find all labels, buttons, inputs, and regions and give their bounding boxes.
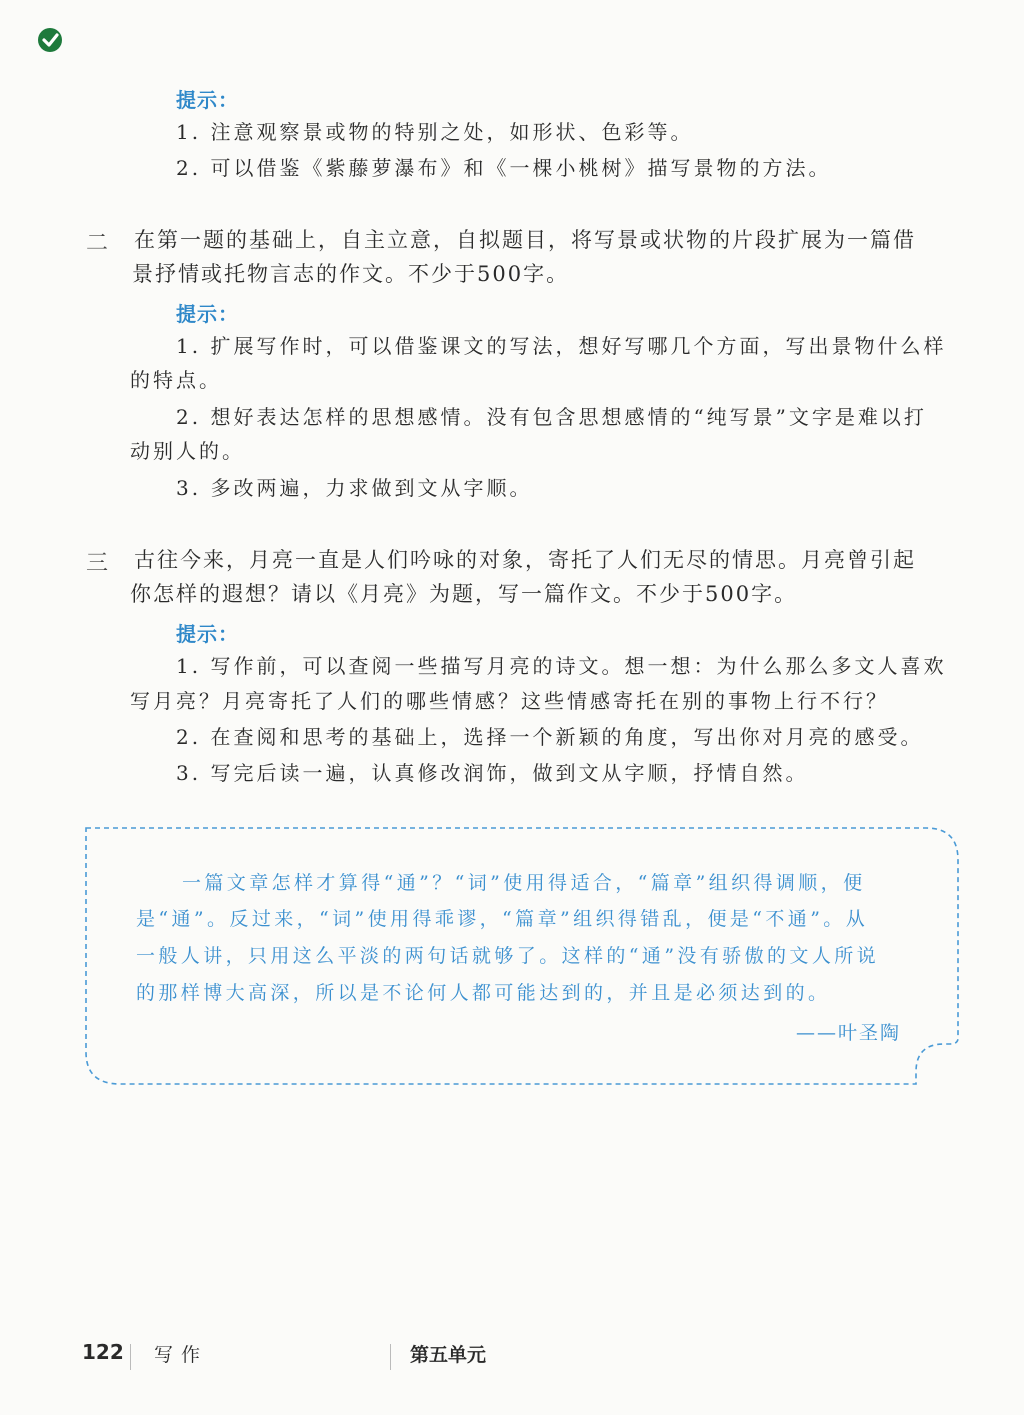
task3-hint-label: 提示：: [176, 622, 239, 646]
task2-prompt-line-1: 在第一题的基础上，自主立意，自拟题目，将写景或状物的片段扩展为一篇借: [134, 228, 916, 252]
page-number: 122: [82, 1340, 124, 1364]
footer-divider: [390, 1344, 391, 1370]
task1-tip-2: 2. 可以借鉴《紫藤萝瀑布》和《一棵小桃树》描写景物的方法。: [176, 156, 832, 180]
quote-line-1: 一篇文章怎样才算得“通”？“词”使用得适合，“篇章”组织得调顺，便: [182, 872, 866, 894]
task2-tip-line-5: 3. 多改两遍，力求做到文从字顺。: [176, 476, 533, 500]
task2-tip-line-2: 的特点。: [130, 368, 222, 392]
task2-number: 二: [86, 231, 109, 256]
task1-hint-label: 提示：: [176, 88, 239, 112]
task2-tip-line-4: 动别人的。: [130, 439, 245, 463]
task1-tip-1: 1. 注意观察景或物的特别之处，如形状、色彩等。: [176, 120, 694, 144]
task3-tip-line-2: 写月亮？月亮寄托了人们的哪些情感？这些情感寄托在别的事物上行不行？: [130, 689, 889, 713]
task3-prompt-line-1: 古往今来，月亮一直是人们吟咏的对象，寄托了人们无尽的情思。月亮曾引起: [134, 548, 916, 572]
quote-line-4: 的那样博大高深，所以是不论何人都可能达到的，并且是必须达到的。: [136, 982, 831, 1004]
quote-line-3: 一般人讲，只用这么平淡的两句话就够了。这样的“通”没有骄傲的文人所说: [136, 945, 880, 967]
publisher-logo-icon: [36, 26, 64, 54]
footer-unit: 第五单元: [410, 1344, 487, 1366]
task2-hint-label: 提示：: [176, 302, 239, 326]
task3-prompt-line-2: 你怎样的遐想？请以《月亮》为题，写一篇作文。不少于500字。: [130, 582, 798, 606]
task3-tip-line-3: 2. 在查阅和思考的基础上，选择一个新颖的角度，写出你对月亮的感受。: [176, 725, 924, 749]
task3-tip-line-4: 3. 写完后读一遍，认真修改润饰，做到文从字顺，抒情自然。: [176, 761, 809, 785]
task2-tip-line-1: 1. 扩展写作时，可以借鉴课文的写法，想好写哪几个方面，写出景物什么样: [176, 334, 947, 358]
footer-divider: [130, 1344, 131, 1370]
quote-author: ——叶圣陶: [796, 1022, 902, 1044]
task3-tip-line-1: 1. 写作前，可以查阅一些描写月亮的诗文。想一想：为什么那么多文人喜欢: [176, 654, 947, 678]
task2-tip-line-3: 2. 想好表达怎样的思想感情。没有包含思想感情的“纯写景”文字是难以打: [176, 405, 927, 429]
footer-section: 写作: [154, 1344, 209, 1366]
quote-line-2: 是“通”。反过来，“词”使用得乖谬，“篇章”组织得错乱，便是“不通”。从: [136, 908, 869, 930]
task2-prompt-line-2: 景抒情或托物言志的作文。不少于500字。: [132, 262, 570, 286]
task3-number: 三: [86, 551, 109, 576]
